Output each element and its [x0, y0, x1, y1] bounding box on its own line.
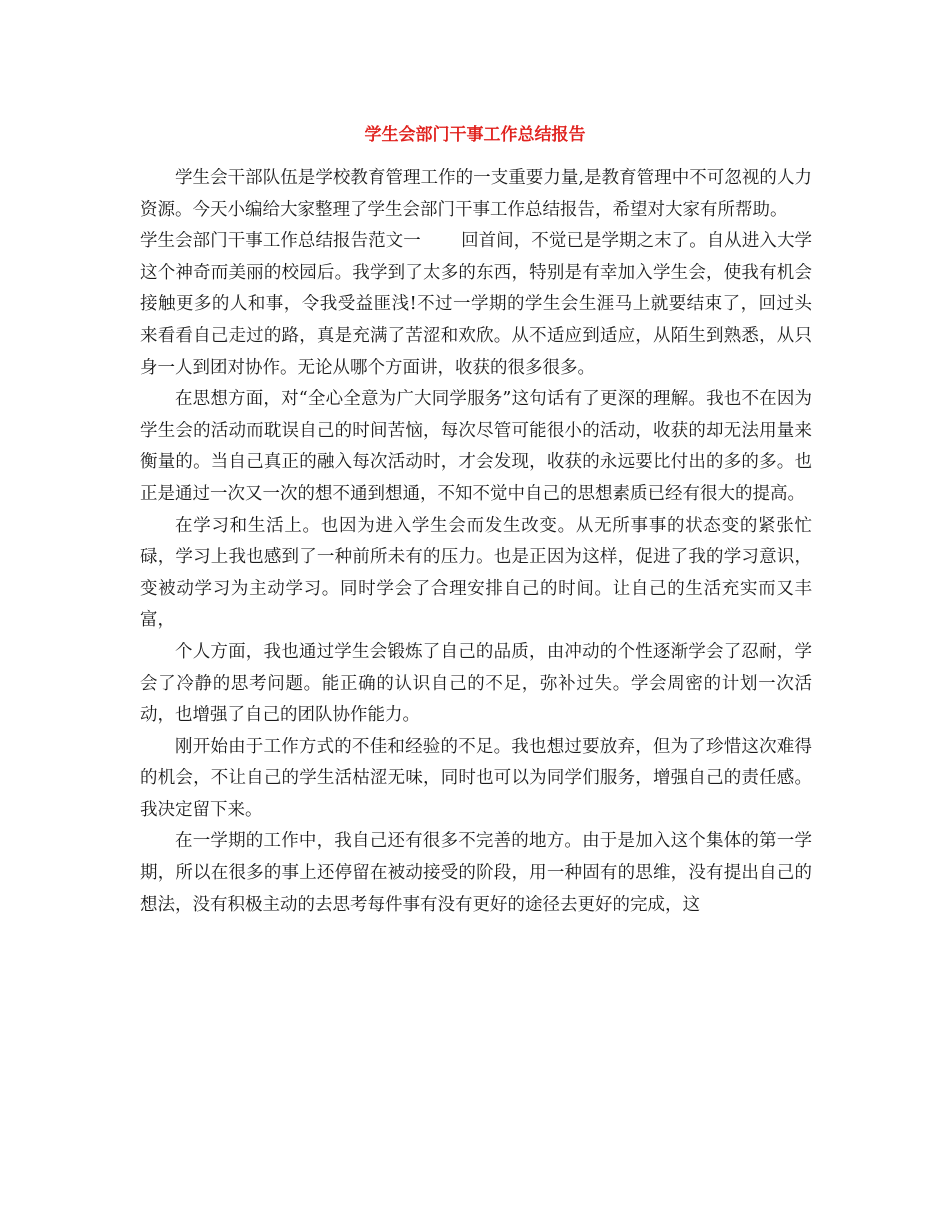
body-paragraph-3: 个人方面，我也通过学生会锻炼了自己的品质，由冲动的个性逐渐学会了忍耐，学会了冷静的思考问题。能正确的认识自己的不足，弥补过失。学会周密的计划一次活动，也增强了自己的团队协作能力。	[140, 641, 812, 726]
document-title: 学生会部门干事工作总结报告	[364, 125, 586, 145]
section-paragraph	[140, 226, 812, 384]
body-paragraph-2: 在学习和生活上。也因为进入学生会而发生改变。从无所事事的状态变的紧张忙碌，学习上我也感到了一种前所未有的压力。也是正因为这样，促进了我的学习意识，变被动学习为主动学习。同时学会了合理安排自己的时间。让自己的生活充实而又丰富，	[140, 515, 812, 631]
body-paragraph-1: 在思想方面，对“全心全意为广大同学服务”这句话有了更深的理解。我也不在因为学生会的活动而耽误自己的时间苦恼，每次尽管可能很小的活动，收获的却无法用量来衡量的。当自己真正的融入每次活动时，才会发现，收获的永远要比付出的多的多。也正是通过一次又一次的想不通到想通，不知不觉中自己的思想素质已经有很大的提高。	[140, 389, 812, 504]
intro-paragraph: 学生会干部队伍是学校教育管理工作的一支重要力量,是教育管理中不可忽视的人力资源。今天小编给大家整理了学生会部门干事工作总结报告，希望对大家有所帮助。	[140, 168, 812, 220]
body-paragraph-5: 在一学期的工作中，我自己还有很多不完善的地方。由于是加入这个集体的第一学期，所以在很多的事上还停留在被动接受的阶段，用一种固有的思维，没有提出自己的想法，没有积极主动的去思考每件事有没有更好的途径去更好的完成，这	[140, 831, 812, 915]
section-heading: 学生会部门干事工作总结报告范文一	[140, 231, 421, 252]
body-paragraph-4: 刚开始由于工作方式的不佳和经验的不足。我也想过要放弃，但为了珍惜这次难得的机会，不让自己的学生活枯涩无味，同时也可以为同学们服务，增强自己的责任感。我决定留下来。	[140, 736, 812, 820]
document-body	[140, 163, 812, 921]
section-first-text: 回首间，不觉已是学期之末了。自从进入大学这个神奇而美丽的校园后。我学到了太多的东西，特别是有幸加入学生会，使我有机会接触更多的人和事，令我受益匪浅!不过一学期的学生会生涯马上就要结束了，回过头来看看自己走过的路，真是充满了苦涩和欢欣。从不适应到适应，从陌生到熟悉，从只身一人到团对协作。无论从哪个方面讲，收获的很多很多。	[140, 231, 813, 378]
